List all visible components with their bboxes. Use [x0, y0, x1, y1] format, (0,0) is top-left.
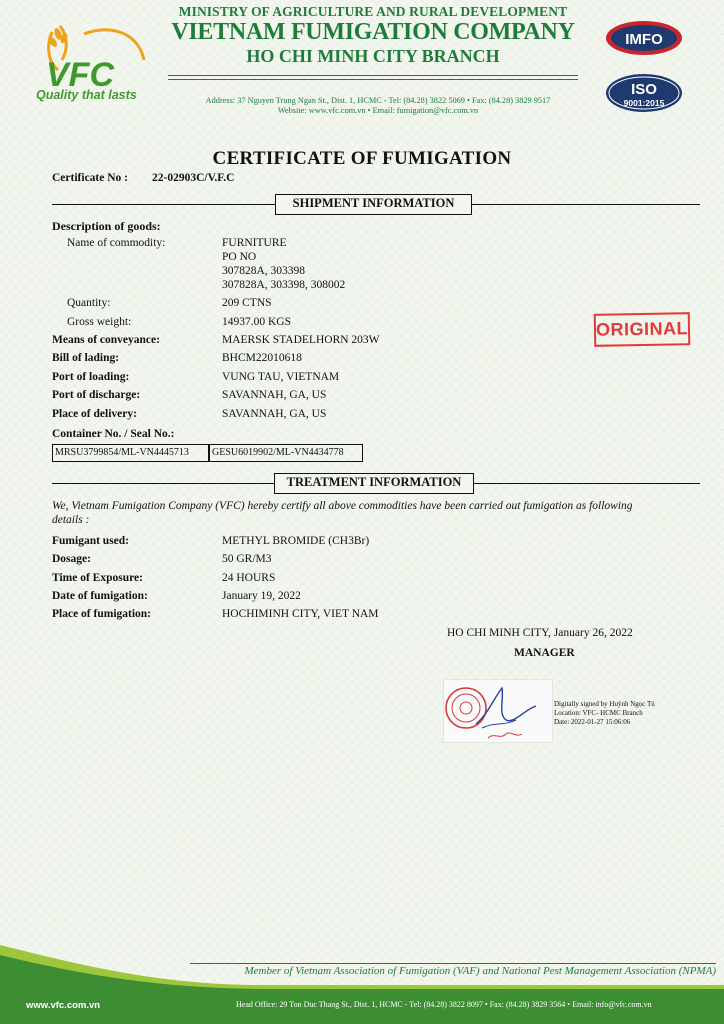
- iso-text: ISO: [631, 81, 657, 98]
- iso-badge: [604, 72, 684, 114]
- fumigation-date-value: January 19, 2022: [222, 590, 301, 602]
- header-divider: [168, 75, 578, 76]
- exposure-time-value: 24 HOURS: [222, 572, 276, 584]
- header-address: Address: 37 Nguyen Trung Ngan St., Dist. 1, HCMC - Tel: (84.28) 3822 5069 • Fax: (84.28) 3829 9517: [205, 96, 551, 105]
- branch-name: HO CHI MINH CITY BRANCH: [246, 46, 500, 66]
- quantity-value: 209 CTNS: [222, 297, 272, 309]
- commodity-line-2: PO NO: [222, 251, 257, 263]
- tagline: Quality that lasts: [36, 88, 137, 102]
- signature-stamp: [443, 679, 553, 743]
- footer-website[interactable]: www.vfc.com.vn: [26, 1000, 101, 1011]
- port-of-discharge-label: Port of discharge:: [52, 389, 141, 401]
- port-of-loading-value: VUNG TAU, VIETNAM: [222, 371, 340, 383]
- certificate-no-label: Certificate No :: [52, 172, 128, 184]
- original-stamp: ORIGINAL: [594, 312, 691, 347]
- bill-of-lading-value: BHCM22010618: [222, 352, 302, 364]
- bill-of-lading-label: Bill of lading:: [52, 352, 120, 364]
- exposure-time-label: Time of Exposure:: [52, 572, 143, 584]
- commodity-line-4: 307828A, 303398, 308002: [222, 279, 346, 291]
- shipment-section-heading: SHIPMENT INFORMATION: [275, 194, 472, 215]
- port-of-discharge-value: SAVANNAH, GA, US: [222, 389, 327, 401]
- footer-head-office: Head Office: 29 Ton Duc Thang St., Dist. 1, HCMC - Tel: (84.28) 3822 8097 • Fax: (84.28) 3829 3564 • Email: info@vfc.com.vn: [236, 1000, 652, 1009]
- digital-sign-line-2: Location: VFC- HCMC Branch: [554, 709, 643, 717]
- fumigant-label: Fumigant used:: [52, 535, 129, 547]
- digital-sign-line-3: Date: 2022-01-27 15:06:06: [554, 718, 631, 726]
- port-of-loading-label: Port of loading:: [52, 371, 130, 383]
- ministry-name: MINISTRY OF AGRICULTURE AND RURAL DEVELOPMENT: [178, 4, 568, 19]
- commodity-label: Name of commodity:: [67, 237, 166, 249]
- conveyance-label: Means of conveyance:: [52, 334, 160, 346]
- iso-standard: 9001:2015: [623, 98, 665, 108]
- signature-place-date: HO CHI MINH CITY, January 26, 2022: [447, 627, 633, 639]
- treatment-section-heading: TREATMENT INFORMATION: [274, 473, 474, 494]
- place-of-delivery-label: Place of delivery:: [52, 408, 137, 420]
- quantity-label: Quantity:: [67, 297, 111, 309]
- container-seal-label: Container No. / Seal No.:: [52, 428, 175, 440]
- container-seal-1: MRSU3799854/ML-VN4445713: [52, 444, 209, 462]
- digital-sign-line-1: Digitally signed by Huỳnh Ngọc Tú: [554, 700, 655, 708]
- description-of-goods-label: Description of goods:: [52, 219, 161, 233]
- vfc-logo-text: VFC: [46, 56, 114, 94]
- document-title: CERTIFICATE OF FUMIGATION: [212, 148, 512, 169]
- footer-wave: [0, 925, 724, 1024]
- place-of-delivery-value: SAVANNAH, GA, US: [222, 408, 327, 420]
- header-divider-thin: [168, 79, 578, 80]
- imfo-text: IMFO: [625, 31, 663, 48]
- certificate-no-value: 22-02903C/V.F.C: [152, 172, 235, 184]
- company-name: VIETNAM FUMIGATION COMPANY: [171, 19, 575, 45]
- container-seal-2: GESU6019902/ML-VN4434778: [209, 444, 363, 462]
- membership-statement: Member of Vietnam Association of Fumigation (VAF) and National Pest Management Association (NPMA): [244, 965, 716, 977]
- dosage-label: Dosage:: [52, 553, 91, 565]
- gross-weight-value: 14937.00 KGS: [222, 316, 292, 328]
- header-website: Website: www.vfc.com.vn • Email: fumigation@vfc.com.vn: [277, 106, 479, 115]
- gross-weight-label: Gross weight:: [67, 316, 132, 328]
- fumigation-place-label: Place of fumigation:: [52, 608, 152, 620]
- conveyance-value: MAERSK STADELHORN 203W: [222, 334, 380, 346]
- certification-statement: We, Vietnam Fumigation Company (VFC) hereby certify all above commodities have been carried out fumigation as following details :: [52, 500, 633, 526]
- imfo-badge: [604, 18, 684, 58]
- fumigant-value: METHYL BROMIDE (CH3Br): [222, 535, 370, 547]
- dosage-value: 50 GR/M3: [222, 553, 272, 565]
- commodity-line-1: FURNITURE: [222, 237, 287, 249]
- fumigation-date-label: Date of fumigation:: [52, 590, 148, 602]
- signatory-title: MANAGER: [514, 647, 575, 659]
- commodity-line-3: 307828A, 303398: [222, 265, 306, 277]
- fumigation-place-value: HOCHIMINH CITY, VIET NAM: [222, 608, 379, 620]
